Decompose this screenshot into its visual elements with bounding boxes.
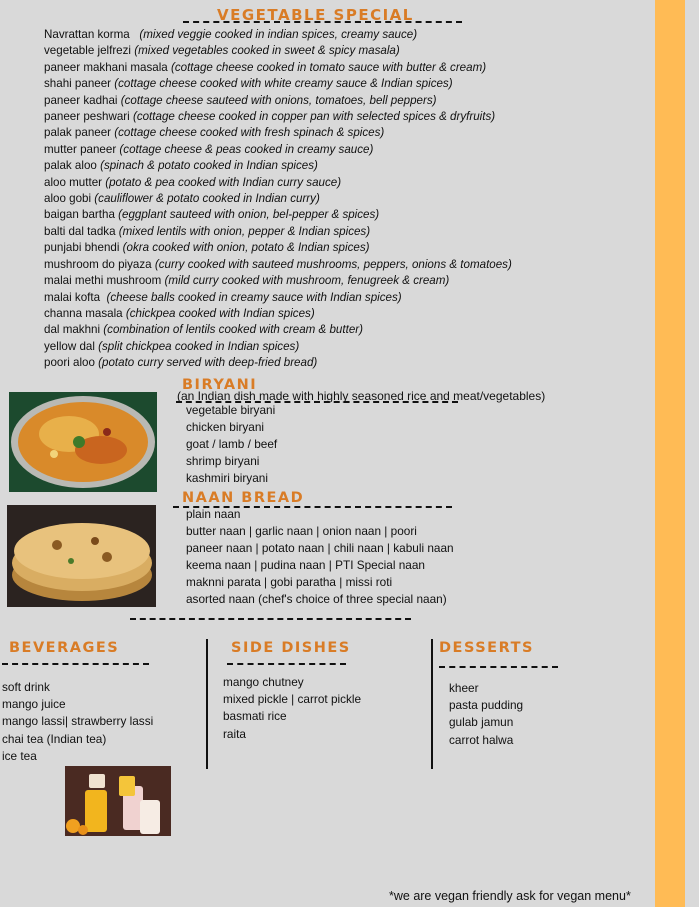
menu-item-description: (okra cooked with onion, potato & Indian spices)	[122, 241, 370, 255]
menu-item: mango lassi| strawberry lassi	[2, 714, 154, 729]
menu-item-description: (eggplant sauteed with onion, bel-pepper & spices)	[118, 208, 380, 222]
menu-item-description: (mild curry cooked with mushroom, fenugreek & cream)	[164, 274, 450, 288]
menu-item: pasta pudding	[449, 698, 524, 713]
menu-item-description: (mixed vegetables cooked in sweet & spicy masala)	[134, 44, 400, 58]
menu-item: goat / lamb / beef	[186, 437, 278, 451]
menu-item-name: mutter paneer	[44, 142, 120, 156]
desserts-heading: DESSERTS	[439, 640, 534, 656]
vegan-note: *we are vegan friendly ask for vegan menu*	[389, 889, 631, 903]
menu-item	[44, 43, 512, 59]
column-divider-2	[431, 639, 433, 769]
menu-item-description: (potato curry served with deep-fried bread)	[98, 356, 318, 370]
menu-item	[44, 142, 512, 158]
menu-item-description: (cheese balls cooked in creamy sauce with Indian spices)	[106, 290, 402, 304]
menu-item	[44, 306, 512, 322]
menu-item: paneer naan | potato naan | chili naan | kabuli naan	[186, 541, 454, 555]
menu-item: keema naan | pudina naan | PTI Special naan	[186, 558, 425, 572]
biryani-list	[186, 402, 277, 487]
menu-item: vegetable biryani	[186, 403, 276, 417]
menu-item	[44, 257, 512, 273]
menu-item: mixed pickle | carrot pickle	[223, 692, 362, 707]
menu-item: mango juice	[2, 697, 66, 712]
menu-item: ice tea	[2, 748, 37, 763]
beverages-heading: BEVERAGES	[9, 640, 120, 656]
menu-item-name: malai methi mushroom	[44, 274, 165, 288]
menu-item-description: (mixed veggie cooked in indian spices, creamy sauce)	[139, 28, 418, 41]
menu-item-description: (cottage cheese & peas cooked in creamy sauce)	[119, 142, 374, 156]
menu-item	[44, 322, 512, 338]
menu-item-description: (mixed lentils with onion, pepper & Indian spices)	[118, 224, 371, 238]
menu-item: chicken biryani	[186, 420, 265, 434]
vegetable-special-heading: VEGETABLE SPECIAL	[217, 6, 414, 24]
menu-item: maknni parata | gobi paratha | missi roti	[186, 575, 393, 589]
menu-item-name: palak aloo	[44, 159, 101, 173]
biryani-description: (an Indian dish made with highly seasoned rice and meat/vegetables)	[177, 389, 546, 403]
menu-item-name: paneer makhani masala	[44, 60, 171, 74]
menu-item: asorted naan (chef's choice of three special naan)	[186, 592, 447, 606]
menu-item: shrimp biryani	[186, 454, 260, 468]
menu-item-name: malai kofta	[44, 290, 107, 304]
menu-item-description: (cottage cheese cooked with white creamy sauce & Indian spices)	[114, 77, 453, 91]
menu-item	[44, 355, 512, 371]
menu-item-description: (split chickpea cooked in Indian spices)	[98, 339, 300, 353]
menu-item	[44, 109, 512, 125]
menu-item-name: channa masala	[44, 306, 126, 320]
menu-item	[44, 93, 512, 109]
menu-item	[44, 27, 512, 43]
menu-item-name: balti dal tadka	[44, 224, 119, 238]
menu-item-description: (cottage cheese sauteed with onions, tomatoes, bell peppers)	[120, 93, 437, 107]
menu-item-description: (cottage cheese cooked with fresh spinach & spices)	[114, 126, 385, 140]
menu-item-description: (cottage cheese cooked in copper pan with selected spices & dryfruits)	[132, 110, 496, 124]
desserts-list	[449, 680, 523, 749]
side-dishes-heading: SIDE DISHES	[231, 640, 351, 656]
menu-item: basmati rice	[223, 709, 287, 724]
naan-bread-heading: NAAN BREAD	[182, 490, 305, 506]
naan-bread-list	[186, 506, 454, 608]
vegetable-special-list	[44, 27, 512, 372]
menu-item-name: vegetable jelfrezi	[44, 44, 135, 58]
beverages-heading-underline	[2, 663, 149, 665]
menu-item	[44, 224, 512, 240]
menu-item	[44, 76, 512, 92]
menu-item	[44, 273, 512, 289]
beverages-list	[2, 679, 153, 765]
biryani-heading: BIRYANI	[182, 377, 258, 393]
menu-item: gulab jamun	[449, 715, 514, 730]
menu-item	[44, 60, 512, 76]
column-divider-1	[206, 639, 208, 769]
menu-item-name: Navrattan korma	[44, 28, 140, 41]
menu-item: soft drink	[2, 680, 50, 694]
section-divider	[130, 618, 411, 620]
side-accent-stripe	[655, 0, 685, 907]
menu-item-description: (chickpea cooked with Indian spices)	[125, 306, 315, 320]
desserts-heading-underline	[439, 666, 558, 668]
menu-item-name: mushroom do piyaza	[44, 257, 155, 271]
menu-item: plain naan	[186, 507, 241, 521]
menu-item: chai tea (Indian tea)	[2, 731, 107, 746]
menu-item-name: aloo gobi	[44, 192, 95, 206]
menu-item	[44, 158, 512, 174]
menu-item: carrot halwa	[449, 732, 514, 747]
menu-item: kheer	[449, 681, 479, 695]
menu-item	[44, 290, 512, 306]
menu-item-name: palak paneer	[44, 126, 115, 140]
side-dishes-heading-underline	[227, 663, 346, 665]
menu-item	[44, 339, 512, 355]
menu-item: kashmiri biryani	[186, 471, 268, 485]
menu-item-description: (spinach & potato cooked in Indian spices)	[100, 159, 318, 173]
menu-item	[44, 240, 512, 256]
menu-item-name: aloo mutter	[44, 175, 106, 189]
biryani-photo	[9, 392, 157, 492]
menu-item	[44, 207, 512, 223]
menu-item: raita	[223, 726, 246, 741]
menu-item-name: paneer kadhai	[44, 93, 121, 107]
menu-item	[44, 175, 512, 191]
menu-item: butter naan | garlic naan | onion naan | poori	[186, 524, 417, 538]
lassi-drinks-photo	[65, 766, 171, 836]
menu-item-name: paneer peshwari	[44, 110, 133, 124]
menu-item-name: punjabi bhendi	[44, 241, 123, 255]
side-dishes-list	[223, 674, 361, 743]
menu-item-name: baigan bartha	[44, 208, 119, 222]
menu-item-description: (curry cooked with sauteed mushrooms, peppers, onions & tomatoes)	[154, 257, 512, 271]
menu-item-name: poori aloo	[44, 356, 99, 370]
menu-item-description: (combination of lentils cooked with cream & butter)	[103, 323, 363, 337]
menu-item	[44, 125, 512, 141]
menu-item	[44, 191, 512, 207]
menu-item-description: (potato & pea cooked with Indian curry sauce)	[105, 175, 342, 189]
menu-item: mango chutney	[223, 675, 304, 689]
menu-item-description: (cottage cheese cooked in tomato sauce with butter & cream)	[170, 60, 487, 74]
menu-item-name: dal makhni	[44, 323, 104, 337]
naan-photo	[7, 505, 156, 607]
menu-item-description: (cauliflower & potato cooked in Indian curry)	[94, 192, 320, 206]
menu-item-name: yellow dal	[44, 339, 99, 353]
menu-item-name: shahi paneer	[44, 77, 115, 91]
